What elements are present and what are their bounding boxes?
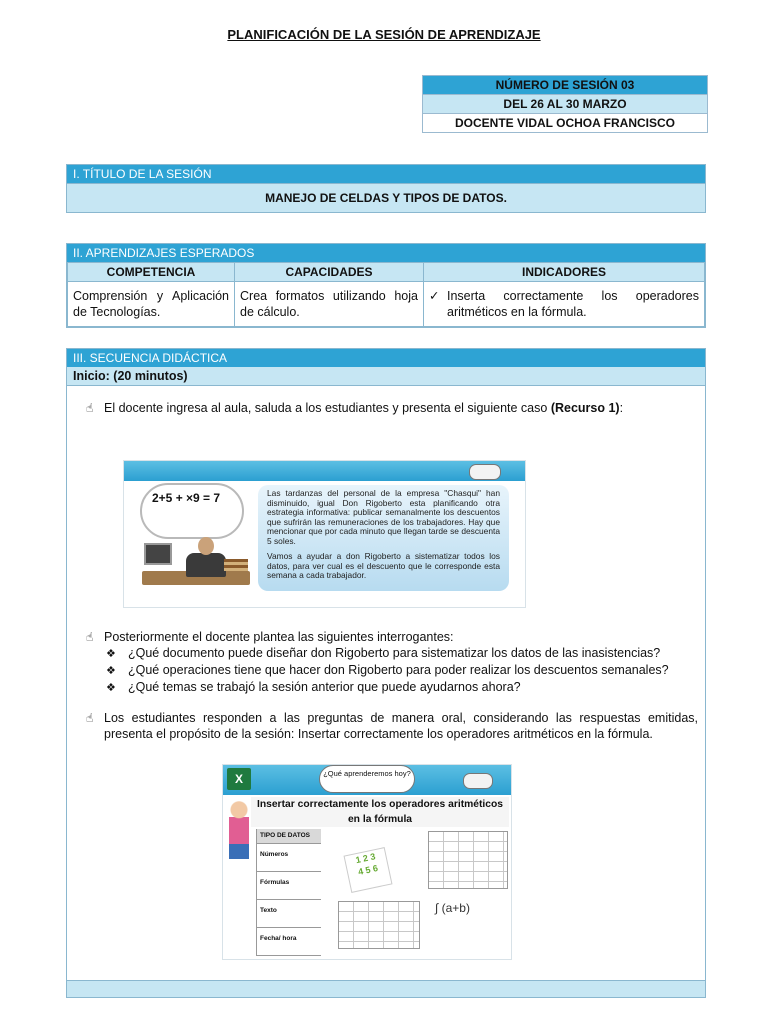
- person-icon: [186, 553, 226, 577]
- list-item: ❖ ¿Qué operaciones tiene que hacer don Rigoberto para poder realizar los descuentos semanales?: [106, 663, 669, 677]
- hand-pointer-icon: ☝: [86, 401, 94, 415]
- session-teacher: DOCENTE VIDAL OCHOA FRANCISCO: [423, 114, 708, 133]
- student-icon: [229, 799, 249, 859]
- math-formula-icon: ∫ (a+b): [435, 901, 470, 915]
- session-dates: DEL 26 AL 30 MARZO: [423, 95, 708, 114]
- col-competencia: COMPETENCIA: [68, 263, 235, 282]
- section-title: [66, 164, 706, 213]
- resource-2-heading: Insertar correctamente los operadores aritméticos en la fórmula: [251, 797, 509, 827]
- learning-table: [67, 262, 705, 327]
- diamond-bullet-icon: ❖: [106, 682, 116, 694]
- section3-footer: [67, 980, 705, 997]
- inicio-label: Inicio: (20 minutos): [67, 367, 705, 386]
- resource-2-image: [222, 764, 512, 960]
- diamond-bullet-icon: ❖: [106, 665, 116, 677]
- section2-heading: II. APRENDIZAJES ESPERADOS: [67, 244, 705, 262]
- hand-pointer-icon: ☝: [86, 630, 94, 644]
- session-info-table: [422, 75, 708, 133]
- checkmark-icon: ✓: [429, 289, 440, 303]
- number-cards-icon: 1 2 3 4 5 6: [344, 847, 393, 893]
- cell-competencia: Comprensión y Aplicación de Tecnologías.: [68, 282, 235, 327]
- speech-bubble: ¿Qué aprenderemos hoy?: [319, 765, 415, 793]
- paragraph-2: ☝ Posteriormente el docente plantea las siguientes interrogantes:: [86, 630, 454, 644]
- diamond-bullet-icon: ❖: [106, 648, 116, 660]
- col-capacidades: CAPACIDADES: [235, 263, 424, 282]
- list-item: ❖ ¿Qué documento puede diseñar don Rigoberto para sistematizar los datos de las inasistencias?: [106, 646, 661, 660]
- data-types-list: TIPO DE DATOS Números Fórmulas Texto Fecha/ hora: [256, 829, 321, 956]
- session-title: MANEJO DE CELDAS Y TIPOS DE DATOS.: [67, 183, 705, 212]
- excel-icon: X: [227, 768, 251, 790]
- logo-icon: [469, 464, 501, 480]
- paragraph-3: ☝ Los estudiantes responden a las preguntas de manera oral, considerando las respuestas emitidas, presenta el propósito de la sesión: Insertar correctamente los operadores aritméticos en la fórmula.: [86, 711, 698, 741]
- spreadsheet-thumbnail: [338, 901, 420, 949]
- col-indicadores: INDICADORES: [424, 263, 705, 282]
- section1-heading: I. TÍTULO DE LA SESIÓN: [67, 165, 705, 183]
- paragraph-1: ☝ El docente ingresa al aula, saluda a los estudiantes y presenta el siguiente caso (Recurso 1):: [86, 401, 624, 415]
- hand-pointer-icon: ☝: [86, 711, 94, 725]
- cloud-math: 2+5 + ×9 = 7: [152, 491, 221, 505]
- resource-1-image: [123, 460, 526, 608]
- resource-1-text: Las tardanzas del personal de la empresa "Chasqui" han disminuido, igual Don Rigoberto esta planificando otra estrategia informativa: publicar semanalmente los descuentos que sufrirán las remuneraciones de los trabajadores. Hay que mencionar que por cada minuto que llegan tarde se descuenta 5 soles. Vamos a ayudar a don Rigoberto a sistematizar todos los datos, para ver cual es el descuento que le corresponde esta semana a cada trabajador.: [258, 485, 509, 591]
- list-item: ❖ ¿Qué temas se trabajó la sesión anterior que puede ayudarnos ahora?: [106, 680, 521, 694]
- logo-icon: [463, 773, 493, 789]
- section-learning: [66, 243, 706, 328]
- computer-icon: [144, 543, 172, 565]
- books-icon: [224, 559, 248, 571]
- spreadsheet-thumbnail: [428, 831, 508, 889]
- question-list: [106, 645, 706, 696]
- cell-indicadores: [424, 282, 705, 327]
- session-number: NÚMERO DE SESIÓN 03: [423, 76, 708, 95]
- page-title: PLANIFICACIÓN DE LA SESIÓN DE APRENDIZAJE: [227, 27, 541, 42]
- cell-capacidades: Crea formatos utilizando hoja de cálculo.: [235, 282, 424, 327]
- section3-heading: III. SECUENCIA DIDÁCTICA: [67, 349, 705, 367]
- indicador-text: Inserta correctamente los operadores aritméticos en la fórmula.: [447, 289, 699, 319]
